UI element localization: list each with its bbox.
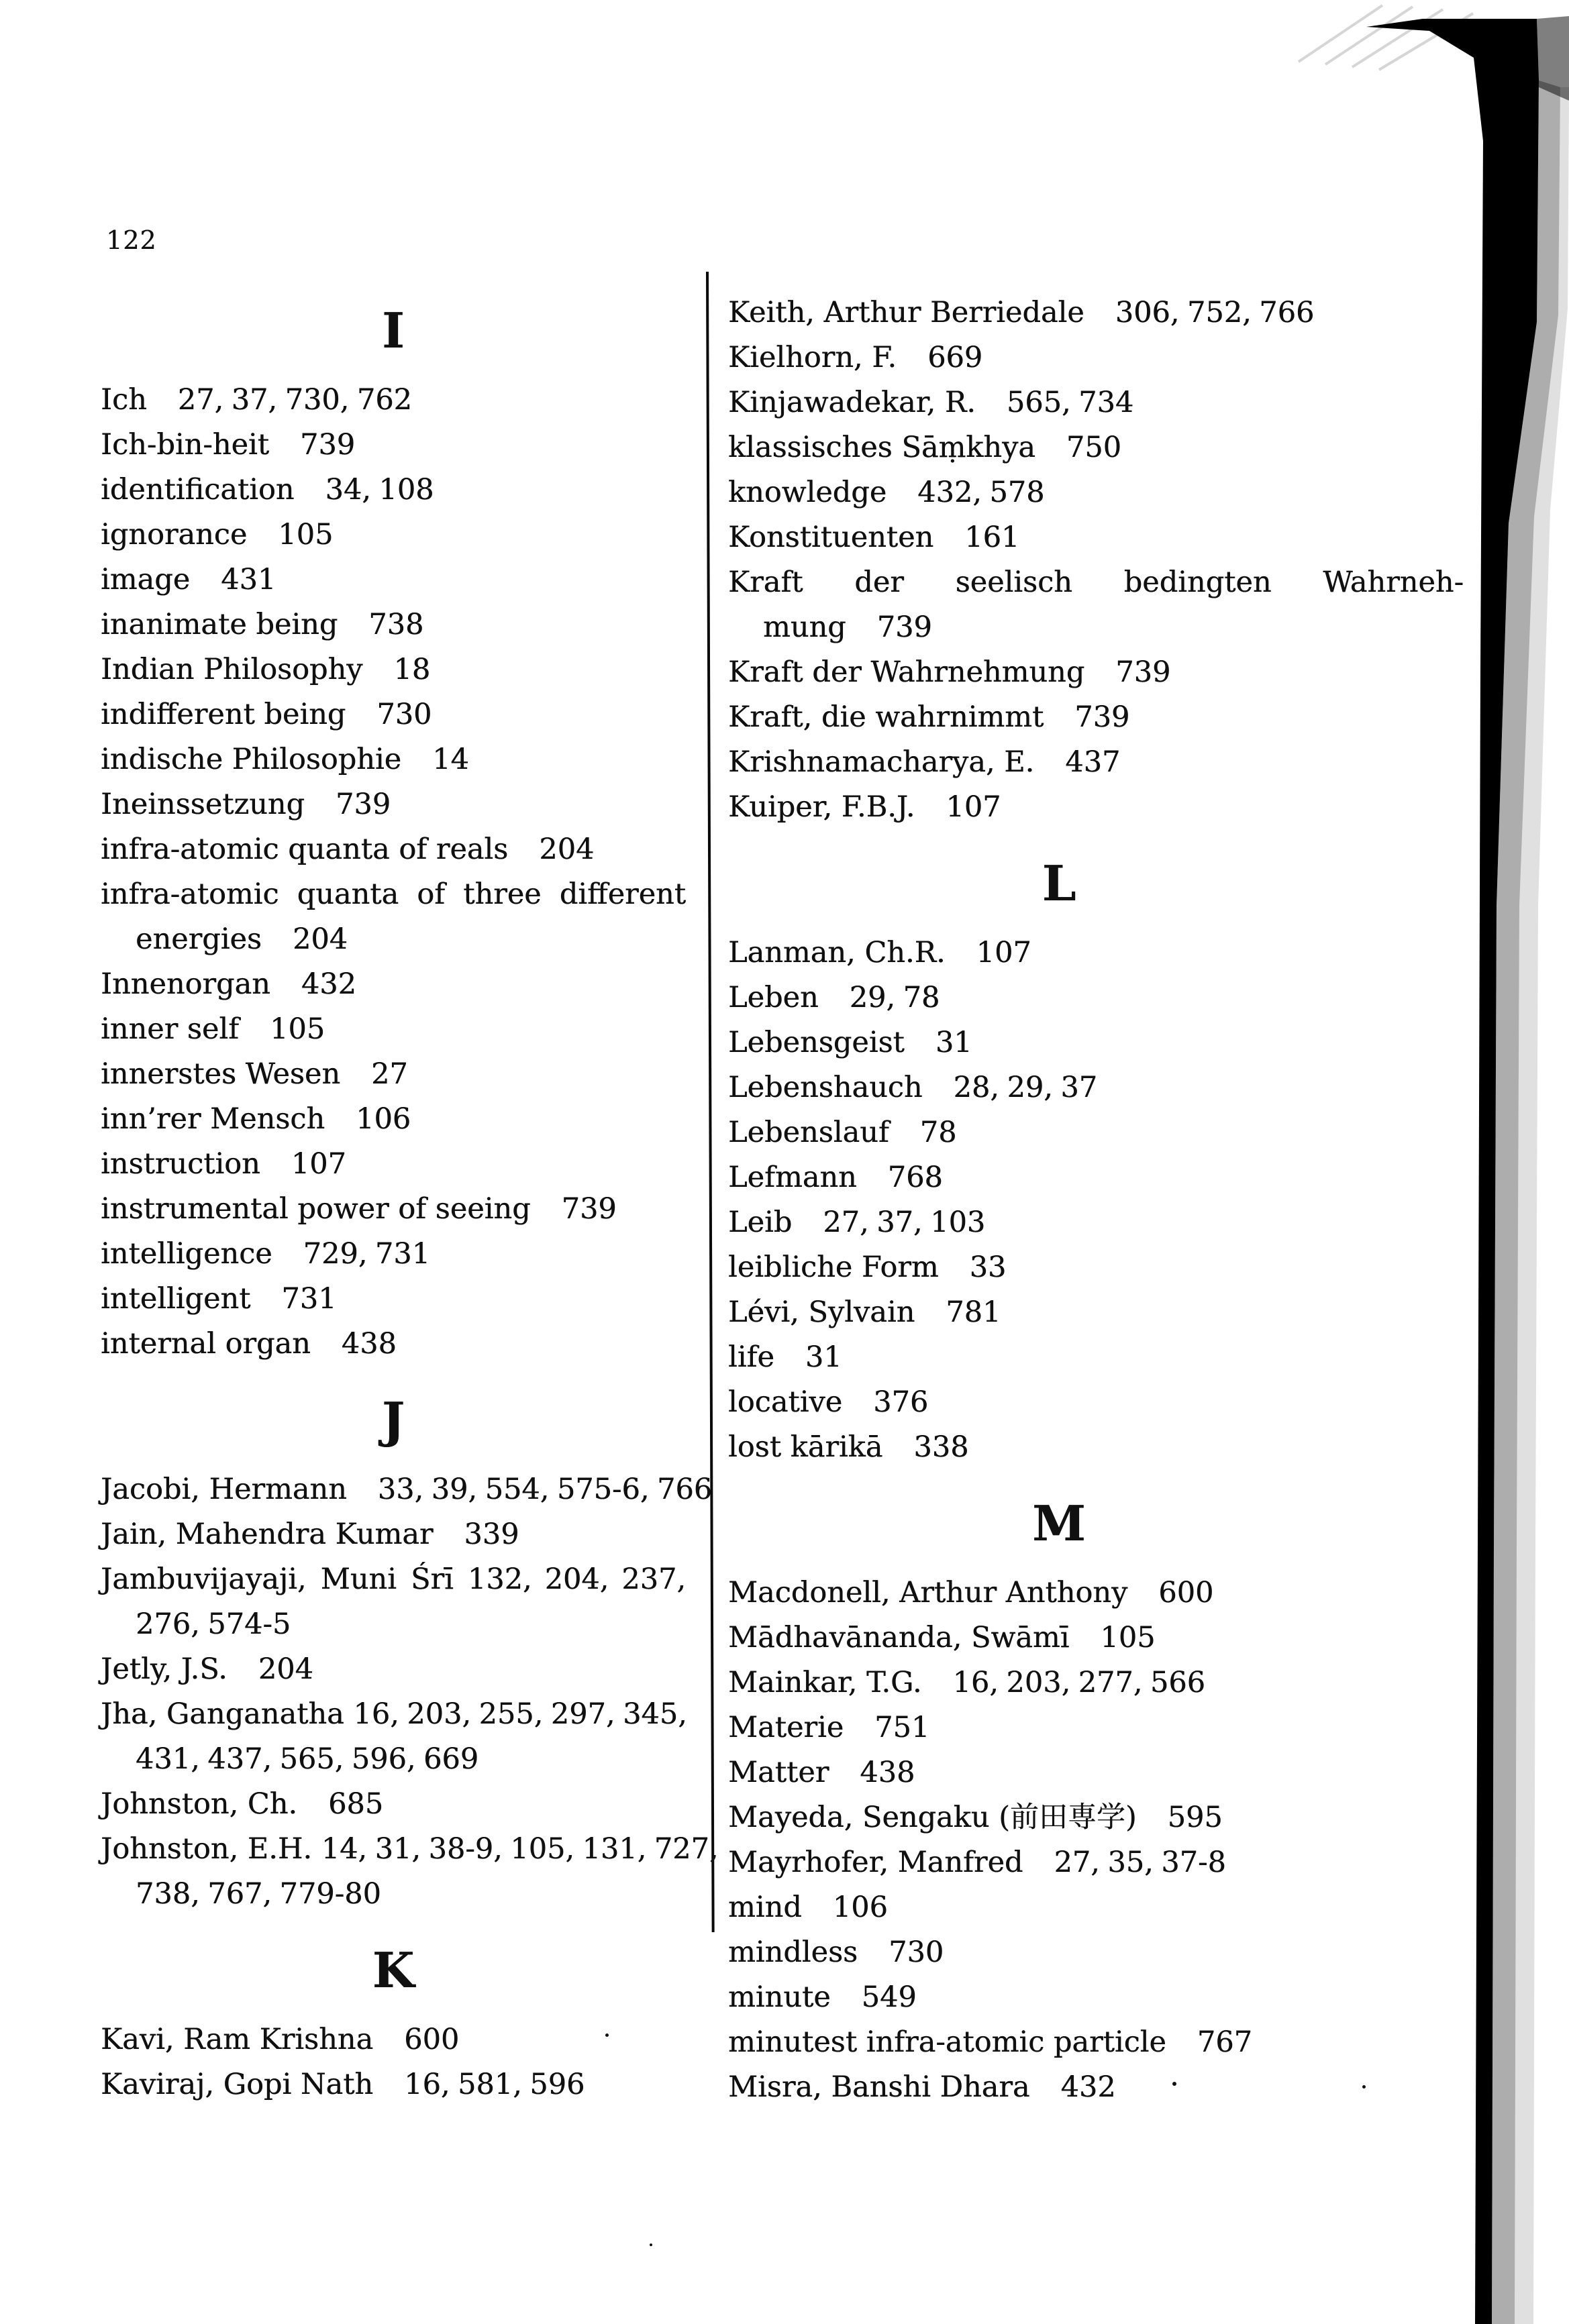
index-term: leibliche Form — [728, 1251, 939, 1284]
index-term: Jain, Mahendra Kumar — [101, 1518, 434, 1551]
page-numbers: 106 — [356, 1102, 411, 1136]
index-term: inanimate being — [101, 608, 338, 641]
index-term: Lévi, Sylvain — [728, 1296, 915, 1329]
page-numbers: 437 — [1065, 745, 1121, 779]
index-term: lost kārikā — [728, 1430, 883, 1464]
index-term: Leib — [728, 1206, 793, 1239]
page-numbers: 376 — [873, 1385, 929, 1419]
page-numbers: 669 — [927, 341, 983, 374]
page-number: 122 — [106, 225, 157, 255]
index-term: Mayeda, Sengaku (前田専学) — [728, 1801, 1137, 1834]
page-numbers: 105 — [1100, 1621, 1156, 1654]
index-term: Ich — [101, 383, 147, 417]
page-numbers: 33 — [969, 1251, 1007, 1284]
ink-speck — [605, 2034, 609, 2037]
index-term: instruction — [101, 1147, 260, 1181]
index-term: life — [728, 1340, 774, 1374]
index-term: Kinjawadekar, R. — [728, 386, 976, 419]
page-numbers: 31 — [935, 1026, 972, 1059]
index-term: energies — [136, 922, 262, 956]
page-numbers: 739 — [336, 788, 391, 821]
index-term: indische Philosophie — [101, 743, 402, 776]
index-term: Kielhorn, F. — [728, 341, 897, 374]
page-numbers: 730 — [376, 698, 432, 731]
index-term: instrumental power of seeing — [101, 1192, 531, 1226]
page-numbers: 750 — [1066, 431, 1121, 464]
page-numbers: 549 — [861, 1980, 917, 2014]
index-term: Kavi, Ram Krishna — [101, 2023, 374, 2056]
section-heading: L — [1042, 855, 1076, 912]
index-term: infra-atomic quanta of three different — [101, 878, 686, 911]
page-numbers: 31 — [805, 1340, 842, 1374]
page-numbers: 739 — [1115, 655, 1171, 689]
page-numbers: 431, 437, 565, 596, 669 — [136, 1742, 479, 1776]
index-term: Kraft der seelisch bedingten Wahrneh- — [728, 566, 1464, 599]
page-numbers: 438 — [341, 1327, 397, 1361]
page-numbers: 204 — [539, 833, 595, 866]
page-numbers: 106 — [832, 1891, 888, 1924]
index-term: Lebenslauf — [728, 1116, 889, 1149]
page-numbers: 16, 203, 255, 297, 345, — [353, 1697, 687, 1731]
index-term: Kraft, die wahrnimmt — [728, 700, 1044, 734]
index-term: Mainkar, T.G. — [728, 1666, 922, 1699]
page-numbers: 739 — [876, 611, 932, 644]
index-term: Kaviraj, Gopi Nath — [101, 2068, 374, 2101]
page-numbers: 600 — [1158, 1576, 1214, 1609]
page-numbers: 33, 39, 554, 575-6, 766 — [377, 1473, 713, 1506]
index-term: mung — [763, 611, 846, 644]
page-numbers: 731 — [281, 1282, 337, 1316]
index-term: inn’rer Mensch — [101, 1102, 325, 1136]
index-term: intelligence — [101, 1237, 272, 1271]
page-numbers: 431 — [221, 563, 276, 596]
index-term: Jambuvijayaji, Muni Śrī — [101, 1563, 454, 1596]
index-term: knowledge — [728, 476, 887, 509]
index-term: ignorance — [101, 518, 248, 551]
index-term: Jacobi, Hermann — [101, 1473, 347, 1506]
index-term: Matter — [728, 1756, 829, 1789]
section-heading: M — [1032, 1495, 1086, 1552]
index-term: Jha, Ganganatha — [101, 1697, 344, 1731]
page-numbers: 161 — [964, 521, 1020, 554]
page-numbers: 18 — [393, 653, 431, 686]
page-numbers: 781 — [946, 1296, 1001, 1329]
page-numbers: 78 — [919, 1116, 957, 1149]
ink-speck — [1172, 2082, 1176, 2086]
page-numbers: 600 — [404, 2023, 460, 2056]
page-numbers: 107 — [291, 1147, 346, 1181]
index-term: Lebenshauch — [728, 1071, 923, 1104]
index-term: mind — [728, 1891, 802, 1924]
index-term: Lebensgeist — [728, 1026, 905, 1059]
page-numbers: 14 — [432, 743, 469, 776]
index-term: Leben — [728, 981, 819, 1014]
index-term: Mayrhofer, Manfred — [728, 1846, 1023, 1879]
index-term: Lanman, Ch.R. — [728, 936, 946, 969]
page-numbers: 565, 734 — [1006, 386, 1134, 419]
page-numbers: 34, 108 — [325, 473, 434, 507]
index-term: minutest infra-atomic particle — [728, 2025, 1166, 2059]
page-numbers: 739 — [299, 428, 356, 462]
index-term: infra-atomic quanta of reals — [101, 833, 509, 866]
page-numbers: 16, 581, 596 — [404, 2068, 585, 2101]
page-numbers: 28, 29, 37 — [953, 1071, 1098, 1104]
index-term: Kraft der Wahrnehmung — [728, 655, 1085, 689]
page-numbers: 29, 78 — [849, 981, 940, 1014]
page-numbers: 595 — [1167, 1801, 1223, 1834]
page-numbers: 27, 37, 103 — [823, 1206, 986, 1239]
page-numbers: 685 — [328, 1787, 384, 1821]
index-term: indifferent being — [101, 698, 346, 731]
index-term: Jetly, J.S. — [101, 1652, 227, 1686]
index-term: Konstituenten — [728, 521, 934, 554]
page-numbers: 432, 578 — [917, 476, 1045, 509]
page-numbers: 105 — [270, 1012, 325, 1046]
index-term: klassisches Sāṃkhya — [728, 431, 1035, 464]
page-numbers: 27 — [371, 1057, 408, 1091]
page-numbers: 27, 37, 730, 762 — [177, 383, 412, 417]
index-term: Johnston, E.H. — [101, 1832, 313, 1866]
section-heading: J — [381, 1391, 405, 1448]
index-term: internal organ — [101, 1327, 311, 1361]
page-numbers: 339 — [464, 1518, 519, 1551]
page-numbers: 739 — [561, 1192, 617, 1226]
index-term: Lefmann — [728, 1161, 857, 1194]
index-term: Krishnamacharya, E. — [728, 745, 1035, 779]
index-term: inner self — [101, 1012, 239, 1046]
page-numbers: 14, 31, 38-9, 105, 131, 727, — [321, 1832, 719, 1866]
index-term: Ich-bin-heit — [101, 428, 269, 462]
index-term: intelligent — [101, 1282, 251, 1316]
index-term: image — [101, 563, 191, 596]
page-numbers: 438 — [860, 1756, 915, 1789]
index-term: locative — [728, 1385, 843, 1419]
page-numbers: 729, 731 — [303, 1237, 430, 1271]
page-numbers: 105 — [278, 518, 334, 551]
page-numbers: 27, 35, 37-8 — [1054, 1846, 1226, 1879]
page-numbers: 738, 767, 779-80 — [136, 1877, 381, 1911]
index-term: Indian Philosophy — [101, 653, 363, 686]
section-heading: I — [382, 302, 405, 359]
index-term: Mādhavānanda, Swāmī — [728, 1621, 1070, 1654]
index-term: innerstes Wesen — [101, 1057, 341, 1091]
page-numbers: 16, 203, 277, 566 — [952, 1666, 1205, 1699]
index-term: Innenorgan — [101, 967, 270, 1001]
page-numbers: 730 — [889, 1936, 944, 1969]
index-term: identification — [101, 473, 295, 507]
ink-speck — [1362, 2085, 1366, 2089]
ink-speck — [650, 2243, 652, 2246]
index-term: Keith, Arthur Berriedale — [728, 296, 1084, 329]
page-numbers: 751 — [874, 1711, 930, 1744]
page-numbers: 432 — [301, 967, 356, 1001]
page-numbers: 204 — [292, 922, 348, 956]
page-numbers: 738 — [368, 608, 424, 641]
index-term: Kuiper, F.B.J. — [728, 790, 915, 824]
index-term: mindless — [728, 1936, 858, 1969]
page-numbers: 132, 204, 237, — [467, 1563, 687, 1596]
page-numbers: 767 — [1197, 2025, 1252, 2059]
page-numbers: 107 — [946, 790, 1001, 824]
page-numbers: 338 — [913, 1430, 969, 1464]
page-numbers: 432 — [1060, 2070, 1116, 2104]
section-heading: K — [372, 1942, 415, 1999]
index-term: Johnston, Ch. — [101, 1787, 298, 1821]
index-term: Misra, Banshi Dhara — [728, 2070, 1030, 2104]
index-term: Macdonell, Arthur Anthony — [728, 1576, 1128, 1609]
index-term: Ineinssetzung — [101, 788, 305, 821]
index-term: Materie — [728, 1711, 844, 1744]
index-term: minute — [728, 1980, 831, 2014]
page-numbers: 739 — [1074, 700, 1130, 734]
page-numbers: 768 — [887, 1161, 943, 1194]
page-numbers: 107 — [976, 936, 1031, 969]
page-numbers: 204 — [258, 1652, 313, 1686]
page-numbers: 306, 752, 766 — [1115, 296, 1315, 329]
page-numbers: 276, 574-5 — [136, 1607, 291, 1641]
